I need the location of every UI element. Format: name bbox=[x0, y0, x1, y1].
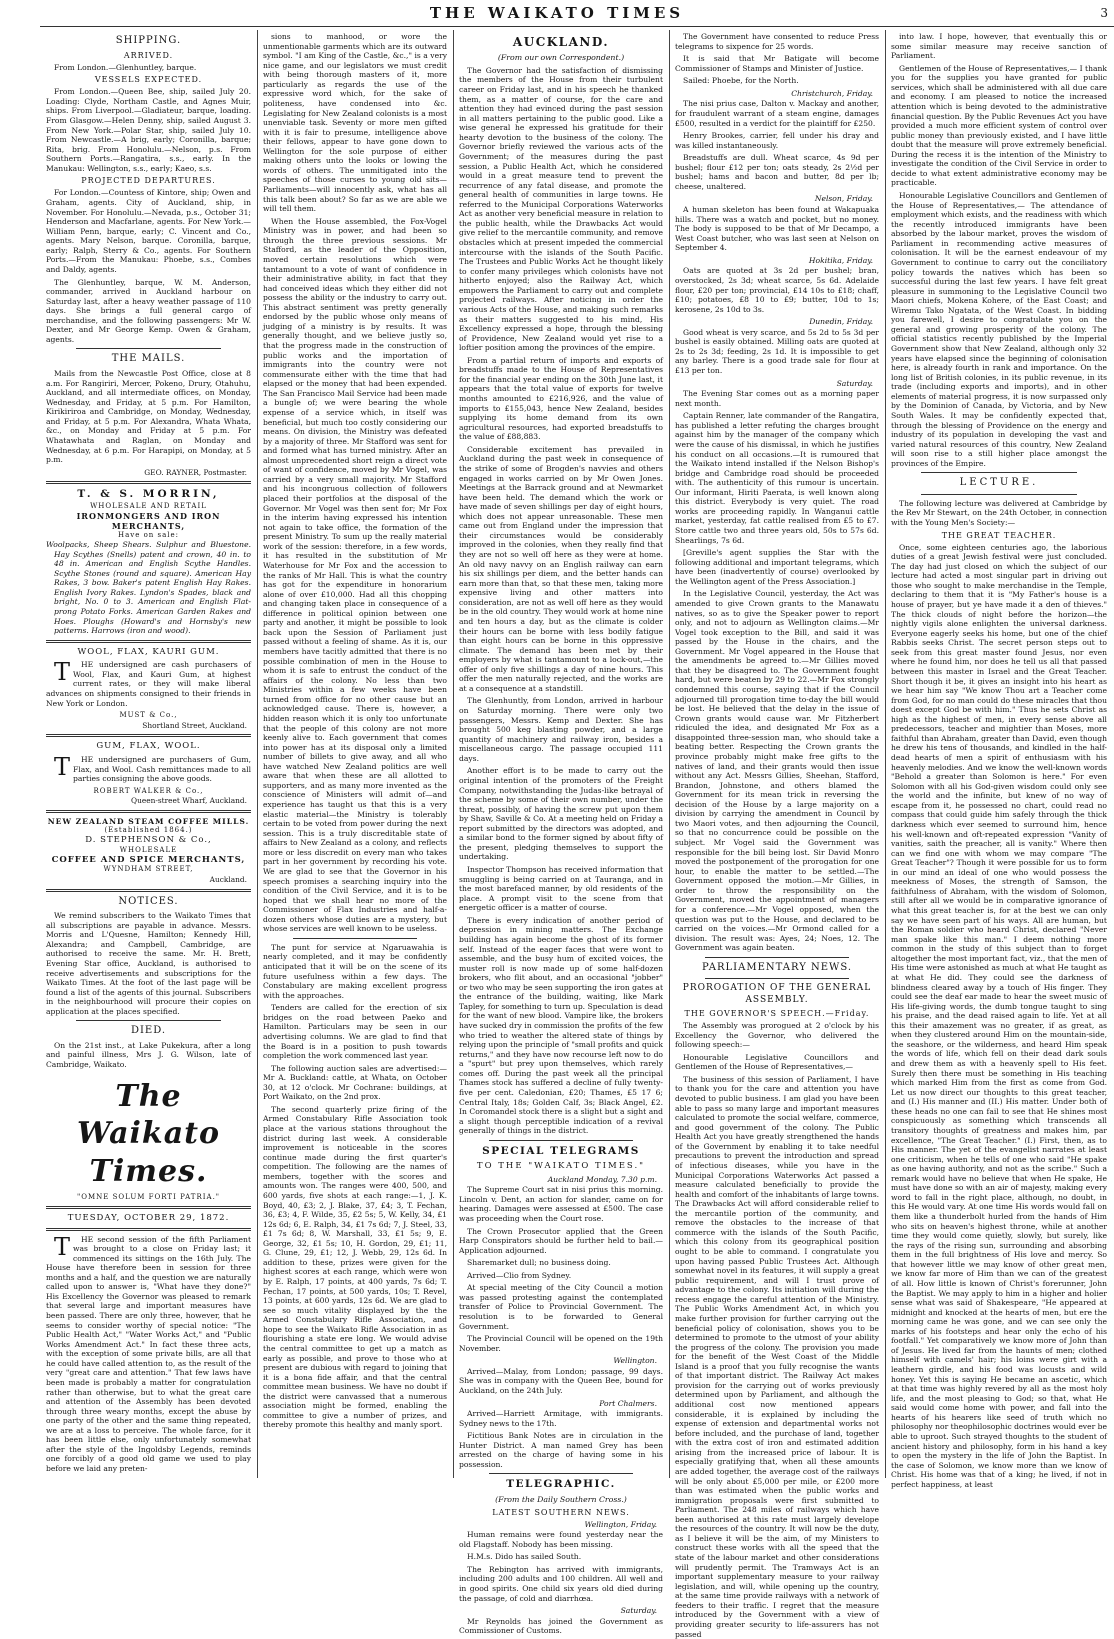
great-teacher-heading: THE GREAT TEACHER. bbox=[941, 530, 1057, 540]
telegram-item: [Greville's agent supplies the Star with the following additional and important telegrams, which have been (inadvertently of course) overlooked by the Wellington agent of the Press Association.] bbox=[675, 548, 879, 586]
coffee-advert bbox=[46, 817, 251, 885]
telegram-place: Auckland Monday, 7.30 p.m. bbox=[547, 1174, 657, 1184]
telegram-item: Arrived—Harriett Armitage, with immigrants. Sydney news to the 17th. bbox=[459, 1409, 663, 1428]
telegram-place: Saturday. bbox=[620, 1606, 657, 1616]
speech-intro: The Assembly was prorogued at 2 o'clock by his Excellency the Governor, who delivered the following speech:— bbox=[675, 1021, 879, 1050]
auckland-paragraph: There is every indication of another period of depression in mining matters. The Exchange building has again become the ghost of its former self. Instead of the eager faces that were wont to assemble, and the busy hum of excited voices, the muster roll is now made up of some half-dozen brokers, who flit about, and an occasional "jobber" or two who may be seen supporting the iron gates at the entrance of the building, waiting, like Mark Tapley, for something to turn up. Speculation is dead for the want of new blood. Vampire like, the brokers have sucked dry in commission the profits of the few who tried to weather the altered state of things by relying upon the principle of "small profits and quick returns," and they have now recourse left now to do a "spurt" but prey upon themselves, which rarely comes off. During the past week all the principal Thames stock has suffered a decline of fully twenty-five per cent. Caledonian, £20; Thames, £5 17 6; Central Italy, 18s; Golden Calf, 3s; Black Angel, £2. In Coromandel stock there is a slight but a sight and a slight though perceptible indication of a revival generally of things in the district. bbox=[459, 915, 664, 1136]
dropcap: T bbox=[54, 1232, 71, 1261]
gum-signature: ROBERT WALKER & Co., bbox=[93, 786, 204, 795]
died-text: On the 21st inst., at Lake Pukekura, after a long and painful illness, Mrs J. G. Wilson, late of Cambridge, Waikato. bbox=[46, 1040, 251, 1070]
telegram-place: Wellington. bbox=[613, 1356, 657, 1366]
telegram-item: The Provincial Council will be opened on the 19th November. bbox=[459, 1334, 663, 1353]
expected-text: From London.—Queen Bee, ship, sailed July 20. Loading: Clyde, Northam Castle, and Agnes Muir, ships. From Liverpool.—Gladiateur, barque, loading. From Glasgow.—Helen Denny, ship, sailed August 3. From New York.—Polar Star, ship, sailed July 10. From Newcastle.—A brig, early; Coronilla, barque; Rita, brig. From Honolulu.—Nelson, p.s. From Southern Ports.—Rangatira, s.s., early. In the Manukau: Wellington, s.s., early; Kaeo, s.s. bbox=[46, 87, 251, 173]
divider bbox=[489, 1140, 633, 1141]
departures-text: For London.—Countess of Kintore, ship; Owen and Graham, agents. City of Auckland, ship, in November. For Honolulu.—Nevada, p.s., October 31; Henderson and Macfarlane, agents. For New York.—William Penn, barque, early; C. Vincent and Co., agents. Mary Nelson, barque. Coronilla, barque, early; Ralph, Sterry & Co., agents. For Southern Ports.—From the Manukau: Phoebe, s.s., Combes and Daldy, agents. bbox=[46, 188, 251, 274]
telegram-place: Dunedin, Friday. bbox=[809, 317, 873, 327]
local-news-rifle: The second quarterly prize firing of the Armed Constabulary Rifle Association took place at the various stations throughout the district during last week. A considerable improvement is noticeable in the scores continue made during the first quarter's competition. The following are the names of members, together with the scores and amounts won. The ranges were 400, 500, and 600 yards, five shots at each range:—1, J. K. Boyd, 40, £3; 2, J. Blake, 37, £4; 3, T. Fechan, 36, £3; 4, F. Wilde, 35, £2 5s; 5, W. Kelly, 34, £1 12s 6d; 6, E. Ralph, 34, £1 7s 6d; 7, J. Steel, 33, £1 7s 6d; 8, W. Marshall, 33, £1 5s; 9, E. George, 32, £1 5s; 10, H. Gordon, 29, £1; 11, G. Clune, 29, £1; 12, J. Webb, 29, 12s 6d. In addition to these, prizes were given for the highest scores at each range, which were won by E. Ralph, 17 points, at 400 yards, 7s 6d; T. Fechan, 17 points, at 500 yards, 10s; T. Revel, 13 points, at 600 yards, 12s 6d. We are glad to see so much vitality displayed by the the Armed Constabulary Rifle Association, and hope to see the Waikato Rifle Association in as flourishing a state ere long. We would advise the central committee to get up a match as early as possible, and prove to those who at present are dubious with regard to joining that it is a bona fide affair, and that the central committee mean business. We have no doubt if the district were canvassed that a numerous association might be formed, enabling the committee to give a number of prizes, and thereby promote this healthy and manly sport. bbox=[263, 1104, 447, 1430]
telegram-item: Henry Brookes, carrier, fell under his dray and was killed instantaneously. bbox=[675, 131, 879, 150]
divider bbox=[921, 494, 1077, 495]
leader-paragraph: When the House assembled, the Fox-Vogel Ministry was in power, and had been so through the three previous sessions. Mr Stafford, as the leader of the Opposition, moved certain resolutions which were tantamount to a vote of want of confidence in their administrative ability, in fact that they had conceived ideas which they either did not possess the ability or the industry to carry out. This abstract sentiment was pretty generally endorsed by the public whose only means of judging of a ministry is by results. It was generally thought, and we believe justly so, that the progress made in the construction of public works and the importation of immigrants into the country were not commensurate either with the time that had elapsed or the money that had been expended. The San Francisco Mail Service had been made a bungle of; we were bearing the whole expense of a service which, in itself was beneficial, but much too costly considering our means. On division, the Ministry was defeated by a majority of three. Mr Stafford was sent for and formed what has turned ministry. After an almost unprecedented short reign a direct vote of want of confidence, moved by Mr Vogel, was carried by a very small majority. Mr Stafford and his incongruous collection of followers placed their portfolios at the disposal of the Governor. Mr Vogel was then sent for; Mr Fox in the interim having expressed his intention not again to take office, the formation of the present Ministry. To sum up the really material work of the session: therefore, in a few words, it has resulted in the substitution of Mr Waterhouse for Mr Fox and the accession to the ranks of Mr Hall. This is what the country has got for the expenditure in honorarium alone of over £10,000. Had all this chopping and changing taken place in consequence of a difference in political opinion between one party and another, it might be possible to look back upon the Session of Parliament just passed without a feeling of shame. As it is, our members have tacitly admitted that there is no possible combination of men in the House to whom it is safe to entrust the conduct of the affairs of the colony. No less than two Ministries within a few weeks have been turned from office for no other cause but an acknowledged cause. There is, however, a hidden reason which it is only too unfortunate that the people of this colony are not more keenly alive to. Each government that comes into power has at its disposal only a limited number of billets to give away, and all who have watched New Zealand politics are well aware that when these are all allotted to supporters, and as many more invented as the conscience of Ministers will admit of—and experience has taught us that this is a very elastic material—the Ministry is tolerably certain to be voted from power during the next session. This is a truly discreditable state of affairs to New Zealand as a colony, and reflects more or less discredit on every man who takes part in her government by recording his vote. We are glad to see that the Governor in his speech promises a searching inquiry into the condition of the Civil Service, and it is to be hoped that we shall hear no more of the Commissioner of Flax Industries and half-a-dozen others whose duties are a mystery, but whose services are well known to be useless. bbox=[263, 216, 447, 934]
gum-address: Queen-street Wharf, Auckland. bbox=[131, 796, 247, 806]
divider bbox=[921, 472, 1077, 473]
auckland-paragraph: The Glenhuntly, from London, arrived in harbour on Saturday morning. There were only two passengers, Messrs. Kemp and Dexter. She has brought 500 keg blasting powder, and a large quantity of machinery and railway iron, besides a miscellaneous cargo. The passage occupied 111 days. bbox=[459, 696, 663, 763]
lecture-body: Once, some eighteen centuries ago, the laborious duties of a great Jewish festival were just concluded. The day had just closed on which the subject of our lecture had acted a most singular part in driving out those who sought to make merchandise in the Temple, declaring to them that it is "My Father's house is a house of prayer, but ye have made it a den of thieves." The thick clouds of night before the horizon—the nightly vigils alone enlighten the universal darkness. Everyone eagerly seeks his home, but one of the chief Rabbis seeks Christ. The secret person steps out to seek from this great master found Jesus, nor even where he found him, nor does he tell us all that passed between this master in Israel and the Great Teacher. Short though it be, it gives an insight into his heart as we hear him say "We know Thou art a Teacher come from God, for no man could do these miracles that thou doest except God be with him." Thus he sets Christ as high as the highest of men, in every sense above all predecessors, teacher and mightier than Moses, more faithful than Abraham, greater than David, even though he drew his tens of thousands, and kindled in the half-dead hearts of men a spirit of enthusiasm with his heavenly melodies. And we know the well-known words "Behold a greater than Solomon is here." For even Solomon with all his God-given wisdom could only see the world and the infinite, but knew of no way of escape from it, he possessed no chart, could read no compass that could guide him safely through the thick darkness which ever seemed to surround him, hence his well-known and oft-repeated expression "Vanity of vanities, saith the preacher, all is vanity." Where then can we find one with whom we may compare "The Great Teacher"? Though it were possible for us to form in our mind an ideal of one who would possess the meekness of Moses, the strength of Samson, the faithfulness of Abraham, with the wisdom of Solomon, still after all we would be in comparative ignorance of what this great teacher is, for at the best we can only say we have seen part of his ways. All are human, but the Roman soldier who heard Christ, declared "Never man spake like this man." I deem nothing more common in the study of this subject than to forget altogether the most important fact, viz., that the men of His time were astonished as much at what He taught as at what He did. They could see the darkness of blindness cleared away by a touch of His finger. They could see the deaf ear made to hear the sweet music of His life-giving words, the dumb tongue taught to sing his praise, and the dead raised again to life. Yet at all this their amazement was no greater, if as great, as when they clustered around Him on the mountain-side, the seashore, or the wilderness, and heard Him speak the words of life, which fell on their dead dark souls and drew them as with a heavenly spell to His feet. Surely then there must be something in His teaching which marked Him from the first as come from God. Let us now direct our thoughts to this great teacher, and (I.) His manner and (II.) His matter. Under both of these heads no one can fail to see that He shines most conspicuously as something which transcends all transitory thoughts of greatness and makes him, par excellence, "The Great Teacher." (I.) First, then, as to His manner. The yet of the evangelist narrates at least one criticism, when he tells of one who said "He spake as one having authority, and not as the scribe." Such a remark would have no believe that when He spake, He must have done so with an air of majesty, making every word to fall in the right place, although, no doubt, in this He would vary. At one time His words would fall on them like a thunderbolt hurled from the hands of Him who sits on heaven's highest throne, while at another time they would come quietly, slowly, but surely, like the rays of the rising sun, surrounding and absorbing them in the full brightness of His love and mercy. So that however little we may know of other great men, we know far more of Him than we can of the greatest of all. How little is known of Christ's forerunner, John the Baptist. We may apply to him in a higher and holier sense what was said of Shakespeare, "He appeared at midnight and knocked at the hearts of men, but ere the morning came he was gone, and we can see only the marks of his footsteps and hear only the echo of his footfall." Yet comparatively we know more of John than of Jesus. He lived far from the haunts of men; clothed himself with camels' hair; his loins were girt with a leathern girdle, and his food was locusts and wild honey. Yet this is saying He became an ascetic, which at that time was highly revered by all as the most holy life, and the most pleasing to God; so that, what He said would come home with power, and fall into the hearts of his hearers like seed of truth which no philosophy nor theophilosophic doctrines would ever be able to uproot. Such strayed thoughts to the student of ancient history and philosophy, form in his hand a key to open the mystery in the life of John the Baptist. In the case of Solomon, we know more than we know of Christ. His home was that of a king; he lived, if not in perfect happiness, at least bbox=[891, 542, 1107, 1489]
auckland-paragraph: From a partial return of imports and exports of breadstuffs made to the House of Representatives for the financial year ending on the 30th June last, it appears that the total value of exports for twelve months amounted to £216,926, and the value of imports to £155,043, hence New Zealand, besides supplying its home demand from its own agricultural resources, had exported breadstuffs to the value of £88,883. bbox=[459, 355, 663, 442]
arrived-label: ARRIVED. bbox=[123, 50, 174, 60]
telegram-item: H.M.s. Dido has sailed South. bbox=[467, 1552, 582, 1562]
column-rule bbox=[885, 30, 886, 1478]
parliamentary-heading: PARLIAMENTARY NEWS. bbox=[701, 961, 852, 973]
coffee-line2: (Established 1864.) bbox=[104, 826, 193, 835]
dropcap: T bbox=[54, 658, 71, 687]
telegrams-heading: SPECIAL TELEGRAMS bbox=[482, 1144, 640, 1157]
local-news-auctions: The following auction sales are advertised:—Mr A. Buckland: cattle, at Whata, on October 30, at 12 o'clock. Mr Cochrane: buildings, at Port Waikato, on the 2nd prox. bbox=[263, 1063, 447, 1102]
morrin-name: T. & S. MORRIN, bbox=[77, 488, 220, 500]
telegram-item: The Supreme Court sat in nisi prius this morning. Lincoln v. Dent, an action for slander, came on for hearing. Damages were assessed at £500. The case was proceeding when the Court rose. bbox=[459, 1185, 663, 1223]
masthead-title: THE WAIKATO TIMES bbox=[429, 4, 685, 22]
column-rule bbox=[453, 30, 454, 1478]
telegram-item: It is said that Mr Batigate will become Commissioner of Stamps and Minister of Justice. bbox=[675, 54, 879, 73]
divider bbox=[46, 734, 251, 737]
telegram-item: The Crown Prosecutor applied that the Green Harp Conspirators should be further held to bail.—Application adjourned. bbox=[459, 1226, 663, 1255]
notices-heading: NOTICES. bbox=[118, 895, 179, 907]
column-4 bbox=[671, 32, 883, 1639]
local-news-punt: The punt for service at Ngaruawahia is nearly completed, and it may be confidently anticipated that it will be on the scene of its future usefulness within a few days. The Constabulary are making excellent progress with the approaches. bbox=[263, 942, 447, 1000]
auckland-heading: AUCKLAND. bbox=[512, 35, 610, 49]
divider bbox=[46, 640, 251, 643]
speech-paragraph: Gentlemen of the House of Representatives,— I thank you for the supplies you have granted for public services, which shall be administered with all due care and economy. I am pleased to notice the increased attention which is being devoted to the administrative financial question. By the Public Revenues Act you have provided a much more efficient system of control over public money than previously existed, and I have little doubt that the measure will prove extremely beneficial. During the recess it is the intention of the Ministry to investigate the condition of the Civil Service in order to decide to what extent administrative economy may be practicable. bbox=[891, 63, 1108, 188]
divider bbox=[489, 1473, 633, 1474]
telegram-item: Arrived—Malay, from London; passage, 99 days. She was in company with the Queen Bee, bound for Auckland, on the 24th July. bbox=[459, 1366, 663, 1395]
morrin-line2: IRONMONGERS AND IRON MERCHANTS, bbox=[76, 511, 221, 532]
auckland-byline: (From our own Correspondent.) bbox=[497, 53, 625, 63]
auckland-paragraph: Considerable excitement has prevailed in Auckland during the past week in consequence of the strike of some of Brogden's navvies and others engaged in works carried on by Mr Owen Jones. Meetings at the Barrack ground and at Newmarket have been held. The demand which the work or have made of seven shillings per day of eight hours, which does not appear unreasonable. These men came out from England under the impression that their circumstances would be considerably improved in the colonies, when they really find that they are not so well off here as they were at home. An old navy navvy on an English railway can earn his six shillings per diem, and the better hands can earn more than that, so that these men, taking more expensive living and other matters into consideration, are not as well off here as they would be in the old country. They would work at home nine and ten hours a day, but as the climate is colder their hours can be borne with less bodily fatigue than eight hours can be borne in this oppressive climate. The demand has been met by their employers by what is tantamount to a lock-out,—the offer of only five shillings a day of nine hours. This offer the men naturally rejected, and the works are at a consequence at a standstill. bbox=[459, 444, 663, 693]
telegram-place: Port Chalmers. bbox=[599, 1398, 657, 1408]
expected-label: VESSELS EXPECTED. bbox=[94, 75, 203, 85]
telegraphic-source: (From the Daily Southern Cross.) bbox=[495, 1494, 627, 1504]
lecture-heading: LECTURE. bbox=[959, 477, 1039, 489]
morrin-advert bbox=[46, 488, 251, 636]
telegrams-subheading: TO THE "WAIKATO TIMES." bbox=[476, 1161, 646, 1172]
auckland-paragraph: Another effort is to be made to carry out the original intention of the promoters of the Freight Company, notwithstanding the Judas-like betrayal of the scheme by some of their own number, under the threat, possibly, of having the screw put upon them by Shaw, Saville & Co. At a meeting held on Friday a report submitted by the directors was adopted, and a similar bond to the former signed by about fifty of the present, pledging themselves to support the undertaking. bbox=[459, 766, 663, 862]
telegram-item: The nisi prius case, Dalton v. Mackay and another, for fraudulent warrant of a steam engine, damages £500, resulted in a verdict for the plaintiff for £250. bbox=[675, 99, 879, 128]
coffee-line5: WYNDHAM STREET, bbox=[103, 865, 194, 874]
wool-address: Shortland Street, Auckland. bbox=[142, 720, 247, 730]
telegram-place: Nelson, Friday. bbox=[814, 194, 873, 204]
telegram-item: Fictitious Bank Notes are in circulation in the Hunter District. A man named Grey has been arrested on the charge of having some in his possession. bbox=[459, 1431, 663, 1469]
lecture-intro: The following lecture was delivered at Cambridge by the Rev Mr Stewart, on the 24th October, in connection with the Young Men's Society:— bbox=[891, 498, 1107, 528]
speech-continued: into law. I hope, however, that eventually this or some similar measure may receive sanction of Parliament. bbox=[891, 32, 1107, 61]
dropcap: T bbox=[54, 752, 71, 781]
mails-heading: THE MAILS. bbox=[111, 353, 186, 365]
telegram-item: Human remains were found yesterday near the old Flagstaff. Nobody has been missing. bbox=[459, 1530, 663, 1549]
divider bbox=[46, 889, 251, 892]
telegram-item: Good wheat is very scarce, and 5s 2d to 5s 3d per bushel is easily obtained. Milling oats are quoted at 2s to 2s 3d; feeding, 2s 1d. It is impossible to get any barley. There is a good trade sale for flour at £13 per ton. bbox=[675, 327, 879, 375]
telegram-item: In the Legislative Council, yesterday, the Act was amended to give Crown grants to the Manawatu natives, so as to give the Speaker power to report only, and not to adjourn as Wellington claims.—Mr Vogel took exception to the Bill, and said it was passed by the House in the chairs, and the Government. Mr Vogel appeared in the House that the amendments be agreed to.—Mr Gillies moved that they be disagreed to. The Government fought hard, but were beaten by 29 to 22.—Mr Fox strongly condemned this course, saying that if the Council adjourned till prorogation time to-day the bill would be lost. He believed that the delay in the issue of Crown grants would cause war. Mr Fitzherbert ridiculed the idea, and designated Mr Fox as a disappointed three-session man, who should take a beating better. Respecting the Crown grants the province probably might make free gifts to the natives of land, and their grants would then issue without any Act. Messrs Gillies, Sheehan, Stafford, Brandon, Johnstone, and others blamed the Government for its mean trick in reversing the decision of the House by a large majority on a division by carrying the amendment in Council by two Maori votes, and then adjourning the Council, so that no concurrence could be possible on the subject. Mr Vogel said the Government was responsible for the bill being lost. Sir David Monro moved the postponement of the prorogation for one hour, to enable the matter to be settled.—The Government opposed the motion.—Mr Gillies, in order to throw the responsibility on the Government, moved the appointment of managers for a conference.—Mr Vogel opposed, when the question was put to the House, and declared to be carried on the voices.—Mr Ormond called for a division. The result was: Ayes, 24; Noes, 12. The Government was again beaten. bbox=[675, 589, 879, 953]
divider bbox=[705, 957, 849, 958]
telegram-place: Wellington, Friday. bbox=[584, 1519, 657, 1529]
telegraphic-heading: TELEGRAPHIC. bbox=[506, 1478, 616, 1491]
speech-address: Honourable Legislative Councillors and Gentlemen of the House of Representatives,— bbox=[675, 1052, 879, 1072]
departures-label: PROJECTED DEPARTURES. bbox=[81, 176, 216, 186]
divider bbox=[46, 481, 251, 484]
coffee-line4: COFFEE AND SPICE MERCHANTS, bbox=[51, 854, 246, 865]
notices-text: We remind subscribers to the Waikato Times that all subscriptions are payable in advance. Messrs. Morris and L'Quesne, Hamilton; Kennedy Hill, Alexandra; and Campbell, Cambridge, are authorised to receive the same. Mr. H. Brett, Evening Star office, Auckland, is authorised to receive advertisements and subscriptions for the Waikato Times. At the foot of the last page will be found a list of the agents of this journal. Subscribers in the neighbourhood will procure their copies on application at the places specified. bbox=[46, 911, 251, 1016]
coffee-name: D. STEPHENSON & Co., bbox=[85, 835, 212, 846]
local-news-tenders: Tenders are called for the erection of six bridges on the road between Paeko and Hamilton. Particulars may be seen in our advertising columns. We are glad to find that the Board is in a position to push towards completion the work commenced last year. bbox=[263, 1003, 447, 1061]
column-2 bbox=[259, 32, 451, 1476]
telegram-item: The Government have consented to reduce Press telegrams to sixpence for 25 words. bbox=[675, 32, 879, 51]
masthead bbox=[0, 0, 1114, 30]
died-heading: DIED. bbox=[130, 1025, 167, 1037]
auckland-paragraph: The Governor had the satisfaction of dismissing the members of the House from their turbulent career on Friday last, and in his speech he thanked them, as a matter of course, for the care and attention they had evinced during the past session in all matters pertaining to the public good. Like a wise general he expressed his gratitude for their hearty devotion to the business of the colony. The Governor briefly reviewed the various acts of the Government; of the measures during the past session, a Public Health Act, which he considered would in a great measure tend to prevent the recurrence of any fatal disease, and promote the general health of communities in large towns. He referred to the Municipal Corporations Waterworks Act as another very beneficial measure in relation to the public health, while the Drawbacks Act would give relief to the mercantile community, and remove obstacles which at present impeded the commercial intercourse with the islands of the South Pacific. The Trustees and Public Works Act he thought likely to confer many privileges which colonists have not hitherto enjoyed; also the Railway Act, which empowers the Parliament to carry out and complete projected railways. After noticing in order the various Acts of the House, and making such remarks as their matters suggested to his mind, His Excellency expressed a hope, through the blessing of Providence, New Zealand would yet rise to a loftier position among the provinces of the empire. bbox=[459, 65, 663, 353]
divider bbox=[46, 810, 251, 813]
shipping-note: The Glenhuntley, barque, W. M. Anderson, commander, arrived in Auckland harbour on Saturday last, after a heavy weather passage of 110 days. She brings a full general cargo of merchandise, and the following passengers: Mr W. Dexter, and Mr George Kemp. Owen & Graham, agents. bbox=[46, 277, 251, 344]
telegram-item: Sharemarket dull; no business doing. bbox=[467, 1258, 611, 1268]
speech-heading: THE GOVERNOR'S SPEECH.—Friday. bbox=[684, 1009, 870, 1018]
morrin-line1: WHOLESALE AND RETAIL bbox=[90, 502, 207, 511]
column-rule bbox=[669, 30, 670, 1478]
speech-paragraph: Honourable Legislative Councillors and Gentlemen of the House of Representatives,— The attendance of employment which exists, and the readiness with which the recently introduced immigrants have been absorbed by the labour market, proves the wisdom of Parliament in recommending active measures of colonisation. It will be the earnest endeavour of my Government to continue to carry out the conciliatory policy towards the natives which has been so successful during the last few years. I have felt great pleasure in summoning to the Legislative Council two Maori chiefs, Mokena Kohere, of the East Coast; and Wiremu Tako Ngatata, of the West Coast. In bidding you farewell, I desire to congratulate you on the general and growing prosperity of the colony. The official statistics recently published by the Imperial Government show that New Zealand, although only 32 years have elapsed since the beginning of colonisation here, is already fourth in rank and importance. On the long list of British colonies, in its public revenue, in its trade (including exports and imports), and in other elements of material progress, it is now surpassed only by the Dominion of Canada, by Victoria, and by New South Wales. It may be confidently expected that, through the blessing of Providence on the energy and industry of its population in developing the vast and varied natural resources of this country, New Zealand will soon rise to a still higher place amongst the provinces of the Empire. bbox=[891, 191, 1107, 468]
prorogation-heading: PROROGATION OF THE GENERAL ASSEMBLY. bbox=[682, 983, 872, 1005]
telegram-place: Saturday. bbox=[836, 378, 873, 388]
divider bbox=[76, 348, 221, 349]
telegram-item: The Evening Star comes out as a morning paper next month. bbox=[675, 389, 879, 408]
column-1 bbox=[42, 32, 255, 1476]
masthead-rule bbox=[40, 26, 1114, 27]
morrin-items: Woolpacks, Sheep Shears. Sulphur and Bluestone. Hay Scythes (Snells) patent and crown, 40 in. to 48 in. American and English Scythe Handles. Scythe Stones (round and square). American Hay Rakes, 3 bow. Baker's patent English Hay Rakes. English Ivory Rakes. Lyndon's Spades, black and bright, No. 0 to 3. American and English Flat-prong Potato Forks. American Garden Rakes and Hoes. Ploughs (Howard's and Hornsby's new patterns. Harrows (iron and wood). bbox=[46, 540, 251, 636]
speech-body: The business of this session of Parliament, I have to thank you for the care and attention you have devoted to public business. I am glad you have been able to pass so many large and important measures calculated to promote the social welfare, commerce, and good government of the colony. The Public Health Act you have greatly strengthened the hands of the Government by enabling it to take needful precautions to prevent the introduction and spread of infectious diseases, while you have in the Municipal Corporations Waterworks Act passed a measure calculated beneficially to provide the health and comfort of the inhabitants of large towns. The Drawbacks Act will afford considerable relief to the mercantile portion of the community, and remove the obstacles to the increase of that commerce with the islands of the South Pacific, which this colony from its geographical position ought to be able to command. I congratulate you upon having passed Public Trustees Act. Although somewhat novel in its features, it will supply a great public requirement, and will I trust prove of advantage to the colony. Its initiation will during the recess engage the careful attention of the Ministry. The Public Works Amendment Act, in which you make further provision for further carrying out the beneficial policy of colonisation, shows you to be determined to promote to the utmost of your ability the progress of the colony. The provision you made for the benefit of the West Coast of the Middle Island is a proof that you fully recognise the wants of that important district. The Railway Act makes provision for the carrying out of works previously determined upon by Parliament, and although the additional cost now mentioned appears considerable, it is explained by including the expense of extension and departmental works not before included, and the purchase of land, together with the extra cost of iron and estimated addition arising from the increased price of labour. It is especially gratifying that, when all these amounts are added together, the average cost of the railways will be only about £5,000 per mile, or £200 more than was estimated when the public works and immigration proposals were first submitted to Parliament. The 248 miles of railways which have been authorised at this rate must largely develope the resources of the country. It will now be the duty, as I believe it will be the aim, of my Ministers to construct these works with all the speed that the state of the labour market and other considerations will prudently permit. The Tramways Act is an important supplementary measure to your railway legislation, and will, while opening up the country, at the same time provide railways with a network of feeders to their traffic. I regret that the measure introduced by the Government with a view of providing greater security to life-assurers has not passed bbox=[675, 1074, 879, 1639]
divider bbox=[76, 1020, 221, 1021]
wool-signature: MUST & Co., bbox=[119, 711, 178, 720]
telegram-item: At special meeting of the City Council a motion was passed protesting against the contemplated transfer of Police to Provincial Government. The resolution is to be forwarded to General Government. bbox=[459, 1283, 663, 1331]
coffee-line1: NEW ZEALAND STEAM COFFEE MILLS. bbox=[47, 816, 250, 826]
telegram-item: A human skeleton has been found at Wakapuaka hills. There was a watch and pocket, but no money. The body is supposed to be that of Mr Decampo, a West Coast butcher, who was last seen at Nelson on September 4. bbox=[675, 205, 879, 253]
coffee-line6: Auckland. bbox=[209, 875, 247, 885]
leader-article: T HE second session of the fifth Parliament was brought to a close on Friday last; it commenced its sittings on the 16th July. The House have therefore been in session for three months and a half, and the question we are naturally called upon to answer is, "What have they done?" His Excellency the Governor was pleased to remark that several large and important measures have been passed. There are only three, however, that he seems to consider worthy of special notice: "The Public Health Act," "Water Works Act," and "Public Works Amendment Act." In fact these three acts, with the exception of some private bills, are all that he could have called attention to, as the result of the very "great care and attention." That few laws have been made is probably a matter for congratulation rather than otherwise, but to what the great care and attention of the Assembly has been devoted through three weary months, except the abuse by one party of the other and the same thing repeated, we are at a loss to perceive. The whole farce, for it has been little else, only unfortunately somewhat after the style of the Ingoldsby Legends, reminds one forcibly of a good old game we used to play before we laid any preten- bbox=[46, 1232, 251, 1474]
column-3 bbox=[455, 32, 667, 1636]
newspaper-nameplate: The Waikato Times. bbox=[76, 1078, 220, 1190]
wool-heading: WOOL, FLAX, KAURI GUM. bbox=[77, 646, 220, 657]
column-rule bbox=[257, 30, 258, 1478]
divider bbox=[46, 1228, 251, 1231]
telegram-item: Oats are quoted at 3s 2d per bushel; bran, overstocked, 2s 3d; wheat scarce, 5s 6d. Adelaide flour, £20 per ton; provincial, £14 10s to £18; chaff, £10; potatoes, £8 10 to £9; butter, 10d to 1s; kerosene, 2s 10d to 3s. bbox=[675, 266, 879, 314]
newspaper-motto: "OMNE SOLUM FORTI PATRIA." bbox=[76, 1193, 221, 1201]
gum-heading: GUM, FLAX, WOOL. bbox=[96, 741, 201, 752]
divider bbox=[293, 938, 417, 939]
divider bbox=[705, 978, 849, 979]
gum-text: T HE undersigned are purchasers of Gum, Flax, and Wool. Cash remittances made to all parties consigning the above goods. bbox=[46, 755, 251, 784]
latest-news-label: LATEST SOUTHERN NEWS. bbox=[492, 1507, 630, 1517]
telegram-item: Captain Renner, late commander of the Rangatira, has published a letter refuting the charges brought against him by the manager of the company which were the cause of his dismissal, in which he justifies his conduct on all occasions.—It is rumoured that the Waikato intend installed if the Nelson Bishop's bridge and Cambridge road should be proceeded with. The authenticity of this rumour is uncertain. Our informant, Hiriti Paerata, is well known along this district. Everybody is very quiet. The road works are proceeding rapidly. In Wanganui cattle market, yesterday, fat cattle realised from £5 to £7. Store cattle two and three years old, 50s to 57s 6d. Shearlings, 7s 6d. bbox=[675, 411, 879, 545]
morrin-line3: Have on sale: bbox=[117, 531, 180, 540]
telegram-item: Mr Reynolds has joined the Government as Commissioner of Customs. bbox=[459, 1616, 663, 1636]
auckland-paragraph: Inspector Thompson has received information that smuggling is being carried on at Tauranga, and in the most barefaced manner, by old residents of the place. A prompt visit to the scene from that energetic officer is a matter of course. bbox=[459, 865, 663, 913]
mails-text: Mails from the Newcastle Post Office, close at 8 a.m. For Rangiriri, Mercer, Pokeno, Drury, Otahuhu, Auckland, and all intermediate offices, on Monday, Wednesday, and Friday, at 5 p.m. For Hamilton, Kirikiriroa and Cambridge, on Monday, Wednesday, and Friday, at 5 p.m. For Alexandra, Whata Whata, &c., on Monday and Friday at 5 p.m. For Whatawhata and Raglan, on Monday and Wednesday, at 6 p.m. For Harapipi, on Monday, at 5 p.m. bbox=[46, 369, 251, 465]
divider bbox=[46, 1206, 251, 1209]
telegram-item: Breadstuffs are dull. Wheat scarce, 4s 9d per bushel; flour £12 per ton; oats steady, 2s 2½d per bushel; hams and bacon and butter, 8d per lb; cheese, unaltered. bbox=[675, 153, 879, 191]
telegram-item: Sailed: Phoebe, for the North. bbox=[683, 76, 799, 86]
telegram-item: The Rebington has arrived with immigrants, including 200 adults and 100 children. All well and in good spirits. One child six years old died during the passage, of cold and diarrhœa. bbox=[459, 1564, 663, 1603]
telegram-place: Christchurch, Friday. bbox=[791, 88, 873, 98]
coffee-line3: WHOLESALE bbox=[119, 845, 178, 854]
wool-text: T HE undersigned are cash purchasers of Wool, Flax, and Kauri Gum, at highest current rates, or they will make liberal advances on shipments consigned to their friends in New York or London. bbox=[46, 658, 251, 708]
telegram-place: Hokitika, Friday. bbox=[808, 255, 873, 265]
page-number: 3 bbox=[1100, 6, 1108, 20]
mails-signature: GEO. RAYNER, Postmaster. bbox=[144, 467, 247, 477]
issue-date: TUESDAY, OCTOBER 29, 1872. bbox=[67, 1212, 230, 1223]
column-5 bbox=[887, 32, 1111, 1489]
shipping-heading: SHIPPING. bbox=[115, 35, 182, 46]
telegram-item: Arrived—Clio from Sydney. bbox=[467, 1270, 572, 1280]
arrived-text: From London.—Glenhuntley, barque. bbox=[54, 62, 197, 72]
leader-continued: sions to manhood, or wore the unmentionable garments which are its outward symbol. "I am King of the Castle, &c.," is a very nice game, and our legislators we must credit with being thorough masters of it, more particularly as regards the use of the expressive word which, for the sake of politeness, have condensed into &c. Legislating for New Zealand colonists is a most unenviable task. Seventy or more men gifted with it is fair to presume, intelligence above their fellows, appear to have gone down to Wellington for the sole purpose of either making others unto the looks or lowing the words of others. The unmitigated into the speeches of those curses to young old sits—Parliaments—will innocently ask, what has all this talk been about? So far as we are able we will tell them. bbox=[263, 32, 447, 214]
